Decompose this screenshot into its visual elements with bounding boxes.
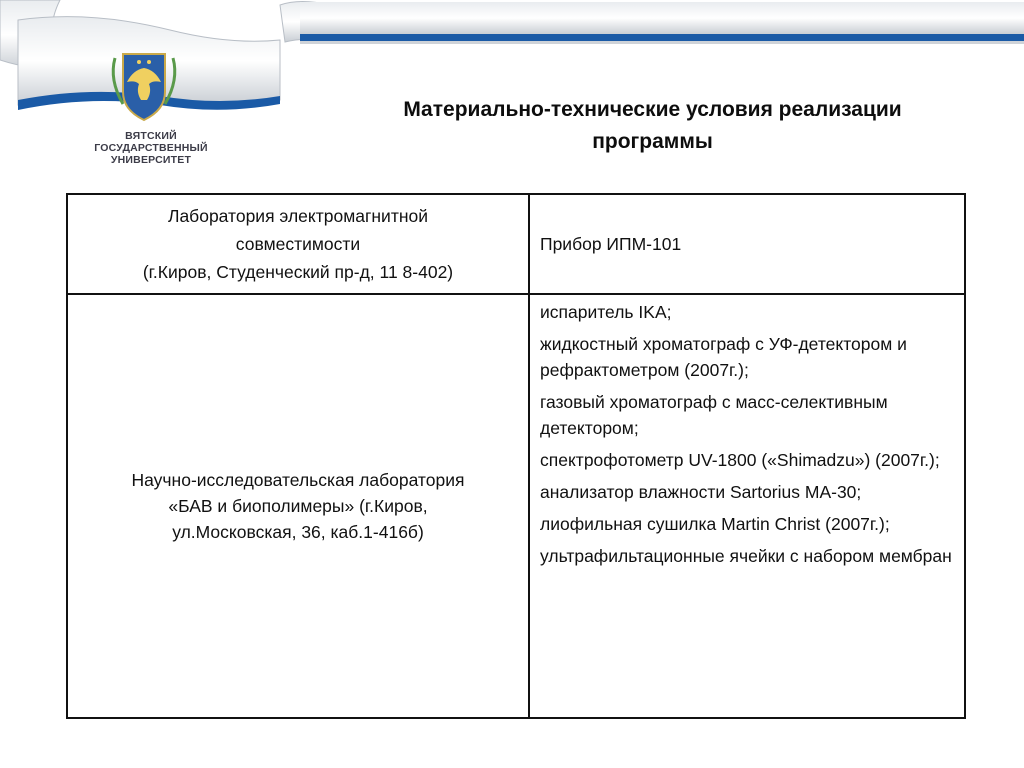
university-name-line: ВЯТСКИЙ bbox=[125, 130, 177, 142]
laboratory-cell bbox=[67, 194, 529, 294]
list-item: ультрафильтационные ячейки с набором мембран bbox=[540, 546, 952, 566]
slide-title bbox=[330, 94, 975, 158]
laboratory-name-line: Научно-исследовательская лаборатория bbox=[131, 470, 465, 490]
list-item: лиофильная сушилка Martin Christ (2007г.); bbox=[540, 514, 890, 534]
table-row bbox=[67, 294, 965, 718]
laboratory-address: (г.Киров, Студенческий пр-д, 11 8-402) bbox=[142, 262, 454, 282]
list-item: анализатор влажности Sartorius MA-30; bbox=[540, 482, 862, 502]
slide-title-line: программы bbox=[592, 130, 713, 153]
device-cell: Прибор ИПМ-101 bbox=[529, 194, 965, 294]
university-name bbox=[86, 130, 216, 166]
university-name-line: ГОСУДАРСТВЕННЫЙ bbox=[94, 142, 208, 154]
laboratory-cell bbox=[67, 294, 529, 718]
university-emblem bbox=[105, 50, 183, 122]
university-name-line: УНИВЕРСИТЕТ bbox=[110, 154, 192, 166]
laboratory-name-line: Лаборатория электромагнитной bbox=[167, 206, 429, 226]
list-item: газовый хроматограф с масс-селективным детектором; bbox=[540, 392, 888, 438]
laboratory-name-line: совместимости bbox=[235, 234, 361, 254]
list-item: испаритель IKA; bbox=[540, 302, 672, 322]
laboratory-name-line: «БАВ и биополимеры» (г.Киров, bbox=[168, 496, 428, 516]
equipment-list bbox=[540, 299, 954, 569]
slide-title-line: Материально-технические условия реализации bbox=[403, 98, 902, 121]
list-item: спектрофотометр UV-1800 («Shimadzu») (2007г.); bbox=[540, 450, 940, 470]
list-item: жидкостный хроматограф с УФ-детектором и рефрактометром (2007г.); bbox=[540, 334, 907, 380]
laboratory-address: ул.Московская, 36, каб.1-416б) bbox=[172, 522, 424, 542]
table-row bbox=[67, 194, 965, 294]
equipment-cell bbox=[529, 294, 965, 718]
equipment-table bbox=[66, 193, 966, 719]
